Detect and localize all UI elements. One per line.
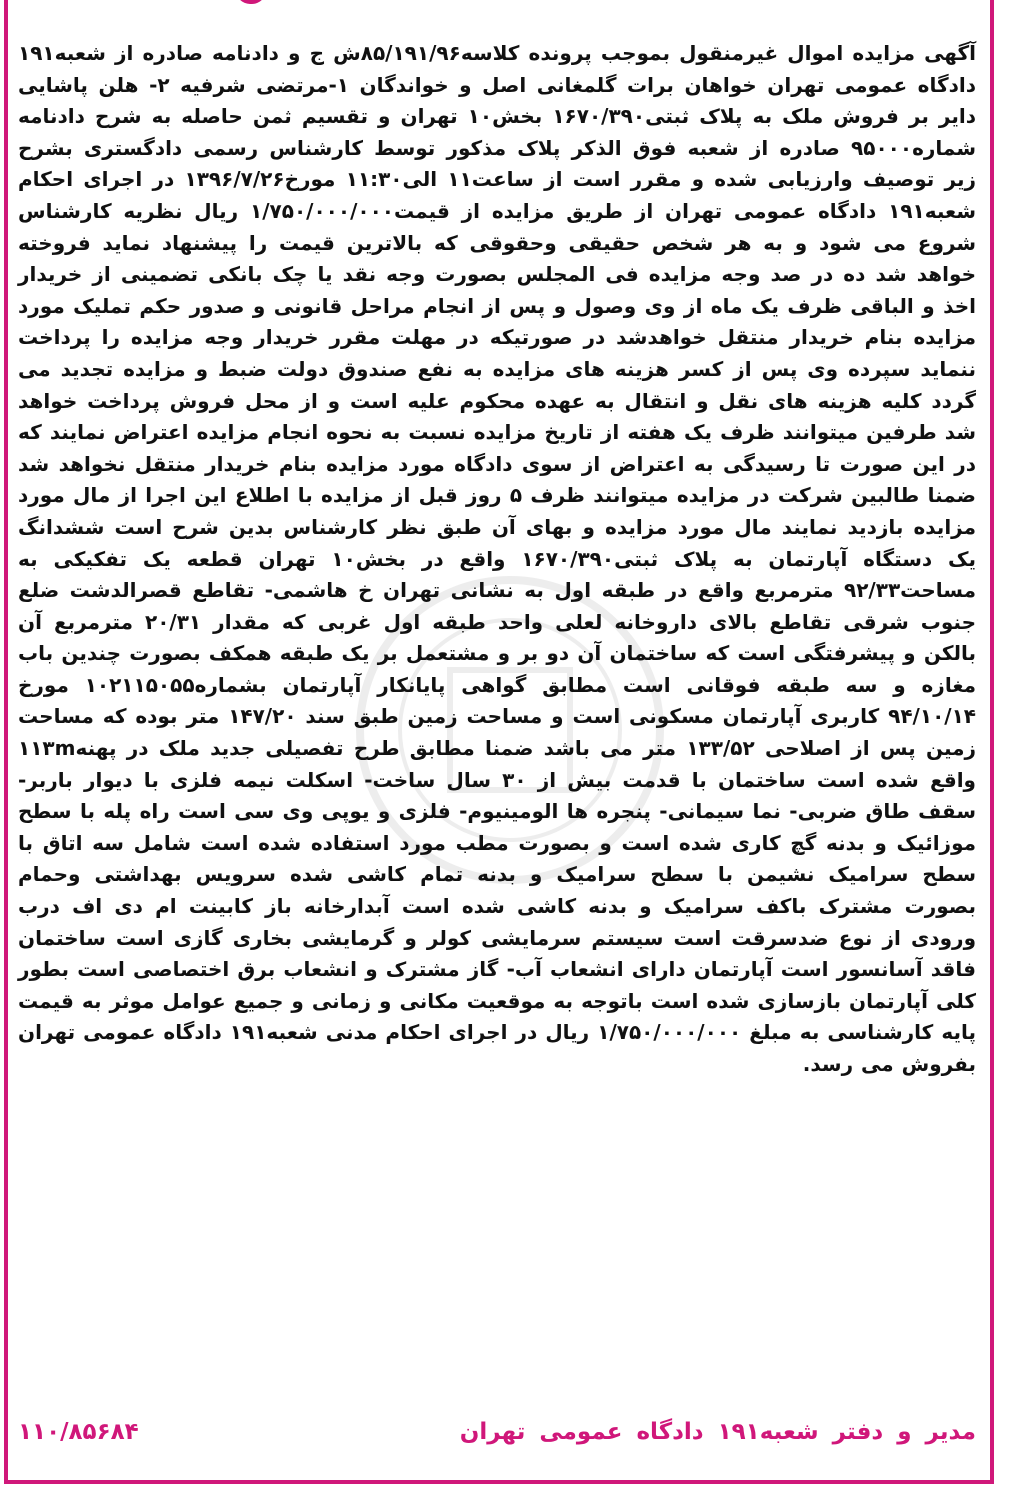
notice-footer	[18, 1412, 976, 1452]
notice-code: ۱۱۰/۸۵۶۸۴	[18, 1419, 139, 1445]
signer-line: مدیر و دفتر شعبه۱۹۱ دادگاه عمومی تهران	[459, 1419, 976, 1445]
auction-notice-body: آگهی مزایده اموال غیرمنقول بموجب پرونده کلاسه۸۵/۱۹۱/۹۶ش ج و دادنامه صادره از شعبه۱۹۱ دادگاه عمومی تهران خواهان برات گلمغانی اصل و خواندگان ۱-مرتضی شرفیه ۲- هلن پاشایی دایر بر فروش ملک به پلاک ثبتی۱۶۷۰/۳۹۰ بخش۱۰ تهران و تقسیم ثمن حاصله به شرح دادنامه شماره۹۵۰۰۰ صادره از شعبه فوق الذکر پلاک مذکور توسط کارشناس رسمی دادگستری بشرح زیر توصیف وارزیابی شده و مقرر است از ساعت۱۱ الی۱۱:۳۰ مورخ۱۳۹۶/۷/۲۶ در اجرای احکام شعبه۱۹۱ دادگاه عمومی تهران از طریق مزایده از قیمت۱/۷۵۰/۰۰۰/۰۰۰ ریال نظریه کارشناس شروع می شود و به هر شخص حقیقی وحقوقی که بالاترین قیمت را پیشنهاد نماید فروخته خواهد شد ده در صد وجه مزایده فی المجلس بصورت وجه نقد یا چک بانکی تضمینی از خریدار اخذ و الباقی ظرف یک ماه از وی وصول و پس از انجام مراحل قانونی و صدور حکم تملیک مورد مزایده بنام خریدار منتقل خواهدشد در صورتیکه در مهلت مقرر خریدار وجه مزایده را پرداخت ننماید سپرده وی پس از کسر هزینه های مزایده به نفع صندوق دولت ضبط و مزایده تجدید می گردد کلیه هزینه های نقل و انتقال به عهده محکوم علیه است و از محل فروش پرداخت خواهد شد طرفین میتوانند ظرف یک هفته از تاریخ مزایده نسبت به نحوه انجام مزایده اعتراض نمایند که در این صورت تا رسیدگی به اعتراض از سوی دادگاه مورد مزایده بنام خریدار منتقل نخواهد شد ضمنا طالبین شرکت در مزایده میتوانند ظرف ۵ روز قبل از مزایده با اطلاع این اجرا از مال مورد مزایده بازدید نمایند مال مورد مزایده و بهای آن طبق نظر کارشناس بدین شرح است ششدانگ یک دستگاه آپارتمان به پلاک ثبتی۱۶۷۰/۳۹۰ واقع در بخش۱۰ تهران قطعه یک تفکیکی به مساحت۹۲/۳۳ مترمربع واقع در طبقه اول به نشانی تهران خ هاشمی- تقاطع قصرالدشت ضلع جنوب شرقی تقاطع بالای داروخانه لعلی واحد طبقه اول غربی که مقدار ۲۰/۳۱ مترمربع آن بالکن و پیشرفتگی است که ساختمان آن دو بر و مشتعمل بر یک طبقه همکف بصورت چندین باب مغازه و سه طبقه فوقانی است مطابق گواهی پایانکار آپارتمان بشماره۱۰۲۱۱۵۰۵۵ مورخ ۹۴/۱۰/۱۴ کاربری آپارتمان مسکونی است و مساحت زمین طبق سند ۱۴۷/۲۰ متر بوده که مساحت زمین پس از اصلاحی ۱۳۳/۵۲ متر می باشد ضمنا مطابق طرح تفصیلی جدید ملک در پهنه۱۱۳m واقع شده است ساختمان با قدمت بیش از ۳۰ سال ساخت- اسکلت نیمه فلزی با دیوار باربر- سقف طاق ضربی- نما سیمانی- پنجره ها الومینیوم- فلزی و یوپی وی سی است راه پله با سطح موزائیک و بدنه گچ کاری شده است و بصورت مطب مورد استفاده شده است شامل سه اتاق با سطح سرامیک نشیمن با سطح سرامیک و بدنه تمام کاشی شده سرویس بهداشتی وحمام بصورت مشترک باکف سرامیک و بدنه کاشی شده است آبدارخانه باز کابینت ام دی اف درب ورودی از نوع ضدسرقت است سیستم سرمایشی کولر و گرمایشی بخاری گازی است ساختمان فاقد آسانسور است آپارتمان دارای انشعاب آب- گاز مشترک و انشعاب برق اختصاصی است بطور کلی آپارتمان بازسازی شده است باتوجه به موقعیت مکانی و زمانی و جمیع عوامل موثر به قیمت پایه کارشناسی به مبلغ ۱/۷۵۰/۰۰۰/۰۰۰ ریال در اجرای احکام مدنی شعبه۱۹۱ دادگاه عمومی تهران بفروش می رسد.	[18, 41, 977, 1076]
